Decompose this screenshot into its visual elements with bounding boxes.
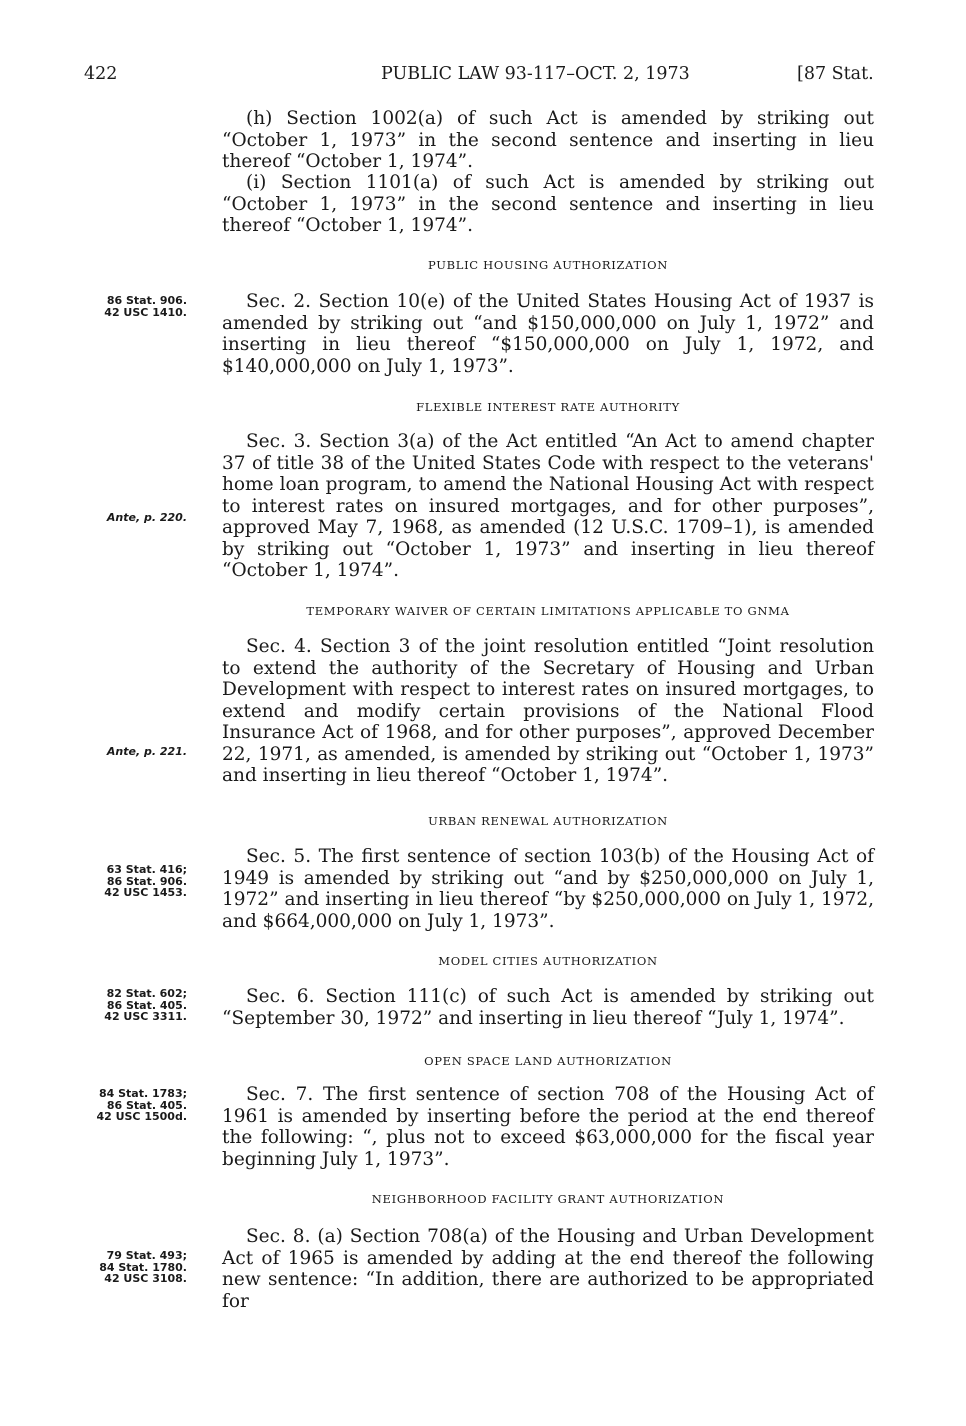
heading-flexible-interest: FLEXIBLE INTEREST RATE AUTHORITY: [416, 400, 680, 414]
margin-note-sec5: 63 Stat. 416; 86 Stat. 906. 42 USC 1453.: [104, 863, 187, 899]
running-head-title: PUBLIC LAW 93-117–OCT. 2, 1973: [381, 64, 690, 84]
paragraph-h: (h) Section 1002(a) of such Act is amended by striking out “October 1, 1973” in the second sentence and inserting in lieu thereof “October 1, 1974”.: [222, 108, 874, 172]
section-6: Sec. 6. Section 111(c) of such Act is amended by striking out “September 30, 1972” and inserting in lieu thereof “July 1, 1974”.: [222, 986, 874, 1029]
heading-neighborhood-facility: NEIGHBORHOOD FACILITY GRANT AUTHORIZATION: [371, 1192, 725, 1206]
section-2: Sec. 2. Section 10(e) of the United States Housing Act of 1937 is amended by striking out “and $150,000,000 on July 1, 1972” and inserting in lieu thereof “$150,000,000 on July 1, 1972, and $140,000,000 on July 1, 1973”.: [222, 291, 874, 377]
margin-note-sec4: Ante, p. 221.: [106, 745, 187, 758]
margin-note-sec8: 79 Stat. 493; 84 Stat. 1780. 42 USC 3108.: [99, 1249, 187, 1285]
margin-note-sec7: 84 Stat. 1783; 86 Stat. 405. 42 USC 1500d.: [96, 1087, 187, 1123]
section-5: Sec. 5. The first sentence of section 103(b) of the Housing Act of 1949 is amended by striking out “and by $250,000,000 on July 1, 1972” and inserting in lieu thereof “by $250,000,000 on July 1, 1972, and $664,000,000 on July 1, 1973”.: [222, 846, 874, 932]
section-7: Sec. 7. The first sentence of section 708 of the Housing Act of 1961 is amended by inserting before the period at the end thereof the following: “, plus not to exceed $63,000,000 for the fiscal year beginning July 1, 1973”.: [222, 1084, 874, 1170]
heading-open-space: OPEN SPACE LAND AUTHORIZATION: [424, 1054, 672, 1068]
margin-note-sec3: Ante, p. 220.: [106, 511, 187, 524]
margin-note-sec2: 86 Stat. 906. 42 USC 1410.: [104, 294, 187, 319]
section-4: Sec. 4. Section 3 of the joint resolution entitled “Joint resolution to extend the authority of the Secretary of Housing and Urban Development with respect to interest rates on insured mortgages, to extend and modify certain provisions of the National Flood Insurance Act of 1968, and for other purposes”, approved December 22, 1971, as amended, is amended by striking out “October 1, 1973” and inserting in lieu thereof “October 1, 1974”.: [222, 636, 874, 786]
heading-public-housing: PUBLIC HOUSING AUTHORIZATION: [427, 258, 669, 272]
section-8: Sec. 8. (a) Section 708(a) of the Housing and Urban Development Act of 1965 is amended by adding at the end thereof the following new sentence: “In addition, there are authorized to be appropriated for: [222, 1226, 874, 1312]
statute-volume-ref: [87 Stat.: [797, 64, 874, 84]
page-number: 422: [84, 64, 118, 84]
margin-note-sec6: 82 Stat. 602; 86 Stat. 405. 42 USC 3311.: [104, 987, 187, 1023]
paragraph-i: (i) Section 1101(a) of such Act is amended by striking out “October 1, 1973” in the second sentence and inserting in lieu thereof “October 1, 1974”.: [222, 172, 874, 236]
heading-model-cities: MODEL CITIES AUTHORIZATION: [438, 954, 658, 968]
heading-urban-renewal: URBAN RENEWAL AUTHORIZATION: [428, 814, 668, 828]
heading-gnma-waiver: TEMPORARY WAIVER OF CERTAIN LIMITATIONS APPLICABLE TO GNMA: [306, 604, 790, 618]
section-3: Sec. 3. Section 3(a) of the Act entitled “An Act to amend chapter 37 of title 38 of the United States Code with respect to the veterans' home loan program, to amend the National Housing Act with respect to interest rates on insured mortgages, and for other purposes”, approved May 7, 1968, as amended (12 U.S.C. 1709–1), is amended by striking out “October 1, 1973” and inserting in lieu thereof “October 1, 1974”.: [222, 431, 874, 581]
